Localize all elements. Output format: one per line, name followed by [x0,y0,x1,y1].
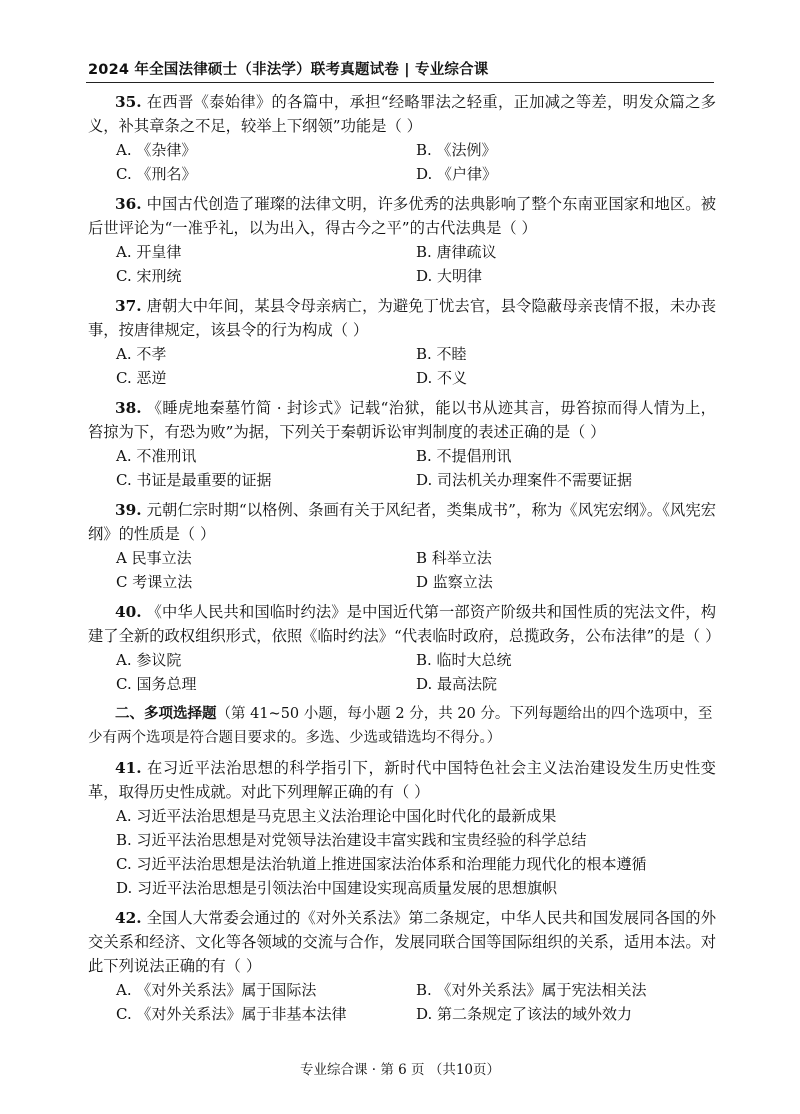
question-number: 39. [115,501,142,519]
option-list [88,444,716,492]
question-36 [88,192,716,288]
question-text [88,906,716,978]
question-stem: 中国古代创造了璀璨的法律文明，许多优秀的法典影响了整个东南亚国家和地区。被后世评论为“一准乎礼，以为出入，得古今之平”的古代法典是（ ） [88,195,716,237]
option-list [88,546,716,594]
option-item: B. 《对外关系法》属于宪法相关法 [416,981,647,999]
option-item: D 监察立法 [416,573,493,591]
question-stem: 《睡虎地秦墓竹简 · 封诊式》记载“治狱，能以书从迹其言，毋笞掠而得人情为上，笞掠为下，有恐为败”为据，下列关于秦朝诉讼审判制度的表述正确的是（ ） [88,399,716,441]
question-text [88,396,716,444]
question-number: 36. [115,195,142,213]
question-38 [88,396,716,492]
question-stem: 唐朝大中年间，某县令母亲病亡，为避免丁忧去官，县令隐蔽母亲丧情不报，未办丧事，按唐律规定，该县令的行为构成（ ） [88,297,716,339]
option-item: B 科举立法 [416,549,492,567]
question-number: 38. [115,399,142,417]
option-item: D. 最高法院 [416,675,498,693]
question-37 [88,294,716,390]
question-stem: 《中华人民共和国临时约法》是中国近代第一部资产阶级共和国性质的宪法文件，构建了全新的政权组织形式，依照《临时约法》“代表临时政府，总揽政务，公布法律”的是（ ） [88,603,721,645]
page-header: 2024 年全国法律硕士（非法学）联考真题试卷 | 专业综合课 [88,62,489,78]
question-number: 40. [115,603,142,621]
single-choice-questions [88,90,721,696]
question-stem: 全国人大常委会通过的《对外关系法》第二条规定，中华人民共和国发展同各国的外交关系和经济、文化等各领域的交流与合作，发展同联合国等国际组织的关系，适用本法。对此下列说法正确的有（ ） [88,909,716,975]
question-text [88,192,716,240]
multiple-choice-questions [88,756,716,1026]
question-stem: 在西晋《泰始律》的各篇中，承担“经略罪法之轻重，正加减之等差，明发众篇之多义，补其章条之不足，较举上下纲领”功能是（ ） [88,93,716,135]
option-list [88,342,716,390]
option-item: D. 习近平法治思想是引领法治中国建设实现高质量发展的思想旗帜 [116,879,558,897]
option-list [88,240,716,288]
section-description: （第 41~50 小题，每小题 2 分，共 20 分。下列每题给出的四个选项中，至少有两个选项是符合题目要求的。多选、少选或错选均不得分。） [88,706,713,746]
page-footer: 专业综合课 · 第 6 页 （共10页） [299,1062,500,1078]
option-item: C. 《刑名》 [116,165,197,183]
option-item: A. 不准刑讯 [116,447,197,465]
question-41 [88,756,716,900]
question-number: 42. [115,909,142,927]
question-stem: 元朝仁宗时期“以格例、条画有关于风纪者，类集成书”，称为《风宪宏纲》。《风宪宏纲》的性质是（ ） [88,501,716,543]
option-item: A 民事立法 [116,549,192,567]
option-item: C. 《对外关系法》属于非基本法律 [116,1005,347,1023]
option-item: C. 书证是最重要的证据 [116,471,272,489]
question-39 [88,498,716,594]
option-item: B. 不提倡刑讯 [416,447,512,465]
question-text [88,294,716,342]
page-content [88,90,721,1032]
section-title: 二、多项选择题 [115,706,217,722]
option-item: A. 《杂律》 [116,141,197,159]
option-item: B. 习近平法治思想是对党领导法治建设丰富实践和宝贵经验的科学总结 [116,831,587,849]
question-35 [88,90,716,186]
option-item: A. 开皇律 [116,243,182,261]
question-number: 41. [115,759,142,777]
option-list [88,804,716,900]
question-number: 35. [115,93,142,111]
option-item: D. 第二条规定了该法的域外效力 [416,1005,633,1023]
option-item: D. 司法机关办理案件不需要证据 [416,471,633,489]
question-text [88,756,716,804]
option-list [88,138,716,186]
question-text [88,498,716,546]
option-item: C. 国务总理 [116,675,197,693]
option-item: A. 不孝 [116,345,167,363]
question-40 [88,600,721,696]
option-item: C. 恶逆 [116,369,167,387]
option-item: A. 习近平法治思想是马克思主义法治理论中国化时代化的最新成果 [116,807,557,825]
question-text [88,90,716,138]
option-item: D. 大明律 [416,267,483,285]
option-list [88,978,716,1026]
option-list [88,648,716,696]
option-item: B. 《法例》 [416,141,497,159]
question-text [88,600,721,648]
option-item: D. 《户律》 [416,165,498,183]
option-item: C. 宋刑统 [116,267,182,285]
option-item: A. 参议院 [116,651,182,669]
option-item: C. 习近平法治思想是法治轨道上推进国家法治体系和治理能力现代化的根本遵循 [116,855,647,873]
question-number: 37. [115,297,142,315]
option-item: C 考课立法 [116,573,193,591]
question-stem: 在习近平法治思想的科学指引下，新时代中国特色社会主义法治建设发生历史性变革，取得历史性成就。对此下列理解正确的有（ ） [88,759,716,801]
question-42 [88,906,716,1026]
section-heading [88,702,716,750]
option-item: B. 不睦 [416,345,467,363]
option-item: B. 唐律疏议 [416,243,497,261]
header-divider [86,82,714,83]
option-item: A. 《对外关系法》属于国际法 [116,981,317,999]
option-item: B. 临时大总统 [416,651,512,669]
option-item: D. 不义 [416,369,468,387]
